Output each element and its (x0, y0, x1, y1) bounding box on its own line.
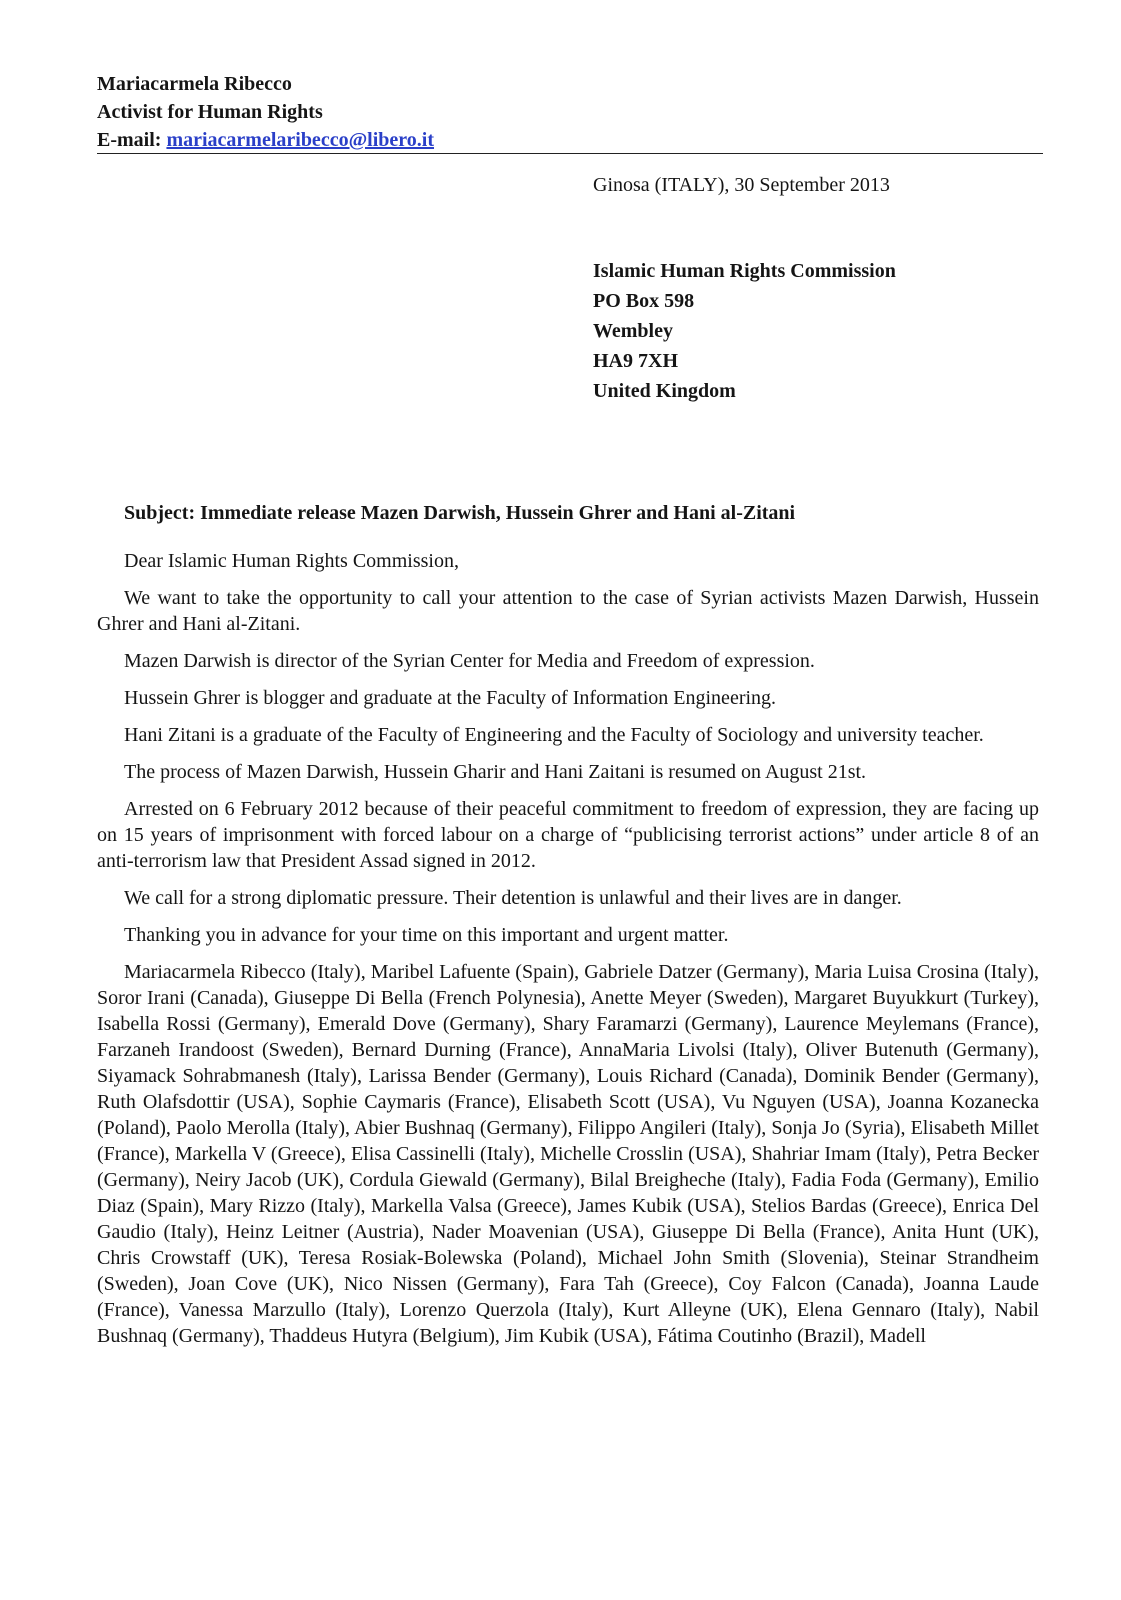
paragraph-darwish: Mazen Darwish is director of the Syrian Center for Media and Freedom of expression. (124, 650, 815, 672)
sender-name: Mariacarmela Ribecco (97, 73, 292, 95)
paragraph-thanks: Thanking you in advance for your time on this important and urgent matter. (124, 924, 729, 946)
recipient-line-2: PO Box 598 (593, 290, 695, 312)
sender-block (97, 70, 434, 154)
sender-title: Activist for Human Rights (97, 101, 323, 123)
recipient-line-5: United Kingdom (593, 380, 736, 402)
paragraph-ghrer: Hussein Ghrer is blogger and graduate at the Faculty of Information Engineering. (124, 687, 777, 709)
paragraph-intro: We want to take the opportunity to call your attention to the case of Syrian activists Mazen Darwish, Hussein Ghrer and Hani al-Zitani. (97, 587, 1039, 635)
header-divider (97, 153, 1043, 154)
letter-body (97, 548, 1039, 1360)
subject-line: Subject: Immediate release Mazen Darwish, Hussein Ghrer and Hani al-Zitani (124, 502, 796, 524)
paragraph-process: The process of Mazen Darwish, Hussein Gharir and Hani Zaitani is resumed on August 21st. (124, 761, 867, 783)
recipient-line-1: Islamic Human Rights Commission (593, 260, 896, 282)
recipient-address (593, 256, 896, 406)
paragraph-zitani: Hani Zitani is a graduate of the Faculty of Engineering and the Faculty of Sociology and university teacher. (124, 724, 984, 746)
email-label: E-mail: (97, 129, 162, 151)
email-link[interactable]: mariacarmelaribecco@libero.it (166, 129, 435, 151)
dateline: Ginosa (ITALY), 30 September 2013 (593, 174, 890, 196)
paragraph-call: We call for a strong diplomatic pressure. Their detention is unlawful and their lives are in danger. (124, 887, 902, 909)
signatories-list: Mariacarmela Ribecco (Italy), Maribel Lafuente (Spain), Gabriele Datzer (Germany), Maria Luisa Crosina (Italy), Soror Irani (Canada), Giuseppe Di Bella (French Polynesia), Anette Meyer (Sweden), Margaret Buyukkurt (Turkey), Isabella Rossi (Germany), Emerald Dove (Germany), Shary Faramarzi (Germany), Laurence Meylemans (France), Farzaneh Irandoost (Sweden), Bernard Durning (France), AnnaMaria Livolsi (Italy), Oliver Butenuth (Germany), Siyamack Sohrabmanesh (Italy), Larissa Bender (Germany), Louis Richard (Canada), Dominik Bender (Germany), Ruth Olafsdottir (USA), Sophie Caymaris (France), Elisabeth Scott (USA), Vu Nguyen (USA), Joanna Kozanecka (Poland), Paolo Merolla (Italy), Abier Bushnaq (Germany), Filippo Angileri (Italy), Sonja Jo (Syria), Elisabeth Millet (France), Markella V (Greece), Elisa Cassinelli (Italy), Michelle Crosslin (USA), Shahriar Imam (Italy), Petra Becker (Germany), Neiry Jacob (UK), Cordula Giewald (Germany), Bilal Breigheche (Italy), Fadia Foda (Germany), Emilio Diaz (Spain), Mary Rizzo (Italy), Markella Valsa (Greece), James Kubik (USA), Stelios Bardas (Greece), Enrica Del Gaudio (Italy), Heinz Leitner (Austria), Nader Moavenian (USA), Giuseppe Di Bella (France), Anita Hunt (UK), Chris Crowstaff (UK), Teresa Rosiak-Bolewska (Poland), Michael John Smith (Slovenia), Steinar Strandheim (Sweden), Joan Cove (UK), Nico Nissen (Germany), Fara Tah (Greece), Coy Falcon (Canada), Joanna Laude (France), Vanessa Marzullo (Italy), Lorenzo Querzola (Italy), Kurt Alleyne (UK), Elena Gennaro (Italy), Nabil Bushnaq (Germany), Thaddeus Hutyra (Belgium), Jim Kubik (USA), Fátima Coutinho (Brazil), Madell (97, 961, 1039, 1347)
sender-email-line (97, 126, 434, 154)
recipient-line-4: HA9 7XH (593, 350, 678, 372)
recipient-line-3: Wembley (593, 320, 673, 342)
salutation: Dear Islamic Human Rights Commission, (124, 550, 459, 572)
paragraph-arrest: Arrested on 6 February 2012 because of their peaceful commitment to freedom of expression, they are facing up on 15 years of imprisonment with forced labour on a charge of “publicising terrorist actions” under article 8 of an anti-terrorism law that President Assad signed in 2012. (97, 798, 1039, 872)
